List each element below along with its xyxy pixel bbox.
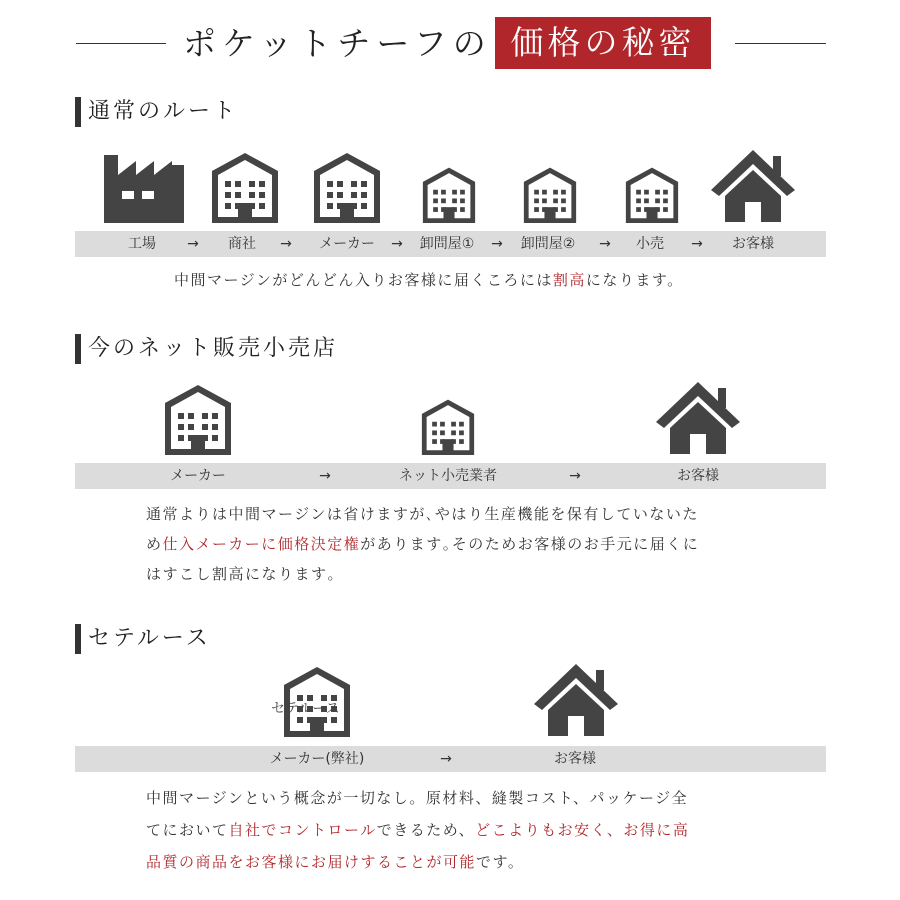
flow-label-customer: お客様 (677, 468, 719, 484)
building-icon (210, 151, 280, 223)
flow-label-maker-own: メーカー(弊社) (269, 751, 365, 767)
header-rule-right (735, 43, 826, 44)
factory-icon (104, 153, 184, 223)
section-marker (75, 334, 81, 364)
highlight-text: 仕入メーカーに価格決定権 (162, 535, 361, 553)
brand-overlay-label: セテルース (271, 701, 340, 717)
highlight-text: 割高 (552, 271, 586, 289)
flow-label-maker: メーカー (170, 468, 226, 484)
house-icon (534, 664, 618, 736)
flow-label-customer: お客様 (554, 751, 596, 767)
flow-label-wholesaler-2: 卸問屋② (520, 236, 576, 252)
section-note-seterus-line1: 中間マージンという概念が一切なし。原材料、縫製コスト、パッケージ全 (146, 789, 689, 807)
house-icon (711, 150, 795, 222)
flow-label-trading-company: 商社 (228, 236, 256, 252)
highlight-text: どこよりもお安く、お得に高 (475, 821, 690, 839)
flow-arrow: → (491, 236, 503, 252)
section-note-seterus-line2: てにおいて自社でコントロールできるため、どこよりもお安く、お得に高 (146, 821, 690, 839)
page-title: ポケットチーフの (183, 24, 492, 63)
building-icon (420, 398, 476, 455)
flow-arrow: → (319, 468, 331, 484)
building-icon (163, 383, 233, 455)
section-marker (75, 624, 81, 654)
section-marker (75, 97, 81, 127)
header-rule-left (76, 43, 166, 44)
building-icon (312, 151, 382, 223)
section-title-net-retail: 今のネット販売小売店 (88, 336, 339, 361)
flow-arrow: → (280, 236, 292, 252)
section-note-seterus-line3: 品質の商品をお客様にお届けすることが可能です。 (146, 853, 525, 871)
flow-label-retail: 小売 (636, 236, 664, 252)
flow-arrow: → (391, 236, 403, 252)
route-flow-bar (75, 231, 826, 257)
flow-label-customer: お客様 (732, 236, 774, 252)
flow-label-wholesaler-1: 卸問屋① (419, 236, 475, 252)
flow-arrow: → (691, 236, 703, 252)
flow-arrow: → (187, 236, 199, 252)
section-note-net-retail-line2: め仕入メーカーに価格決定権があります｡そのためお客様のお手元に届くに (146, 535, 700, 553)
flow-arrow: → (440, 751, 452, 767)
highlight-text: 自社でコントロール (228, 821, 377, 839)
section-note-net-retail-line1: 通常よりは中間マージンは省けますが､やはり生産機能を保有していないた (146, 505, 699, 523)
section-note-regular-route: 中間マージンがどんどん入りお客様に届くころには割高になります。 (174, 271, 684, 289)
building-icon (421, 166, 477, 223)
highlight-text: 品質の商品をお客様にお届けすることが可能 (146, 853, 477, 871)
building-icon (624, 166, 680, 223)
section-title-regular-route: 通常のルート (88, 99, 239, 124)
flow-arrow: → (569, 468, 581, 484)
flow-label-net-retailer: ネット小売業者 (399, 468, 497, 484)
building-icon (522, 166, 578, 223)
title-badge: 価格の秘密 (495, 17, 711, 69)
seterus-flow-bar (75, 746, 826, 772)
flow-label-factory: 工場 (128, 236, 156, 252)
flow-label-maker: メーカー (319, 236, 375, 252)
net-retail-flow-bar (75, 463, 826, 489)
section-title-seterus: セテルース (88, 626, 211, 651)
section-note-net-retail-line3: はすこし割高になります｡ (146, 565, 337, 583)
flow-arrow: → (599, 236, 611, 252)
house-icon (656, 382, 740, 454)
